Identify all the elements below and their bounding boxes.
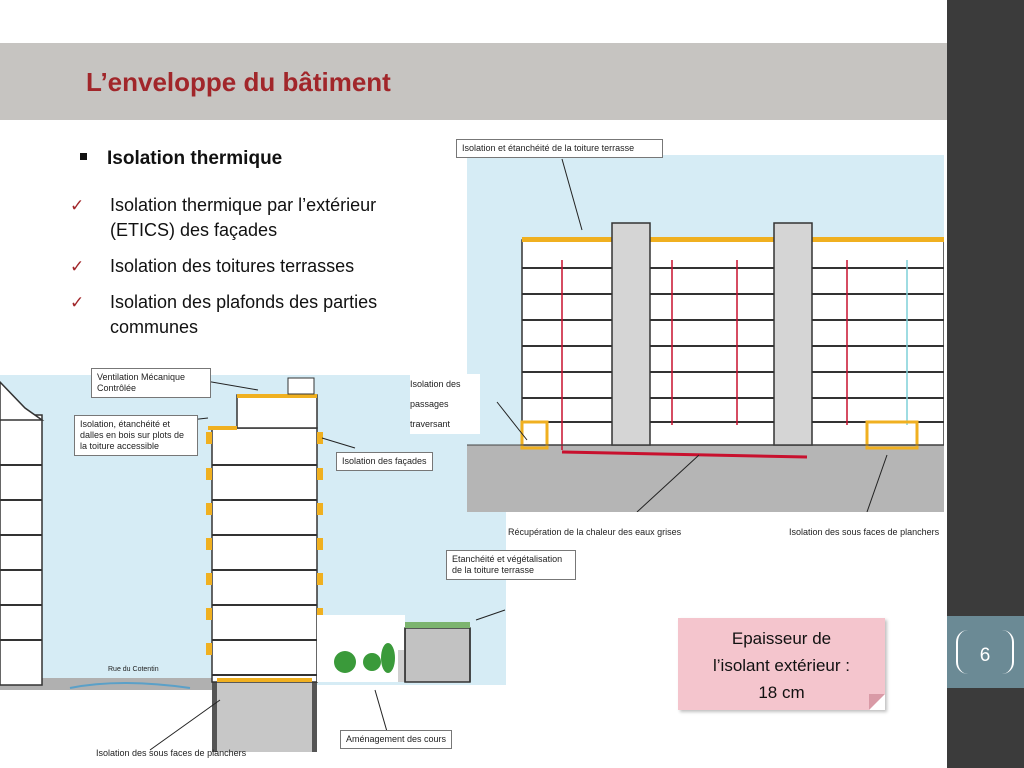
- label-greywater: Récupération de la chaleur des eaux grises: [508, 527, 682, 537]
- page-number: 6: [979, 645, 991, 666]
- main-bullet-text: Isolation thermique: [107, 148, 283, 169]
- tree: [334, 651, 356, 673]
- checkmark-icon: ✓: [70, 196, 85, 215]
- note-line: 18 cm: [758, 683, 805, 702]
- roof-volume: [237, 395, 317, 428]
- check-item: [70, 290, 430, 340]
- label-green-roof: Etanchéité et végétalisation de la toiture terrasse: [446, 550, 576, 580]
- green-roof: [405, 622, 470, 628]
- annex-building: [405, 628, 470, 682]
- label-roof-access: Isolation, étanchéité et dalles en bois sur plots de la toiture accessible: [74, 415, 198, 456]
- main-bullet: [80, 148, 282, 170]
- stair-tower: [612, 223, 650, 445]
- check-item-text: Isolation thermique par l’extérieur (ETICS) des façades: [110, 195, 377, 240]
- main-building: [212, 428, 317, 682]
- vmc-unit: [288, 378, 314, 394]
- note-line: l’isolant extérieur :: [712, 656, 850, 675]
- roof-insulation: [522, 237, 944, 242]
- right-section-diagram: [467, 155, 944, 512]
- neighbour-building: [0, 415, 42, 685]
- slide-title: L’enveloppe du bâtiment: [86, 67, 391, 97]
- basement: [212, 682, 317, 752]
- thickness-note: [678, 618, 885, 710]
- label-left-floors: Isolation des sous faces de planchers: [96, 748, 247, 758]
- checkmark-icon: ✓: [70, 293, 85, 312]
- label-vmc: Ventilation Mécanique Contrôlée: [91, 368, 211, 398]
- tree: [363, 653, 381, 671]
- building-section: [522, 240, 944, 445]
- note-folded-corner: [869, 694, 885, 710]
- square-bullet-icon: [80, 153, 87, 160]
- check-item: [70, 193, 430, 243]
- label-facades: Isolation des façades: [336, 452, 433, 471]
- label-right-floors: Isolation des sous faces de planchers: [789, 527, 940, 537]
- check-list: [70, 193, 430, 351]
- label-street: Rue du Cotentin: [108, 666, 159, 673]
- label-courts: Aménagement des cours: [340, 730, 452, 749]
- label-passages: Isolation des passages traversant: [410, 374, 480, 434]
- note-line: Epaisseur de: [731, 629, 832, 648]
- checkmark-icon: ✓: [70, 257, 85, 276]
- label-roof-insulation: Isolation et étanchéité de la toiture terrasse: [456, 139, 663, 158]
- check-item-text: Isolation des plafonds des parties communes: [110, 292, 378, 337]
- stair-tower: [774, 223, 812, 445]
- check-item: [70, 254, 430, 279]
- tree: [381, 643, 395, 673]
- check-item-text: Isolation des toitures terrasses: [110, 256, 355, 276]
